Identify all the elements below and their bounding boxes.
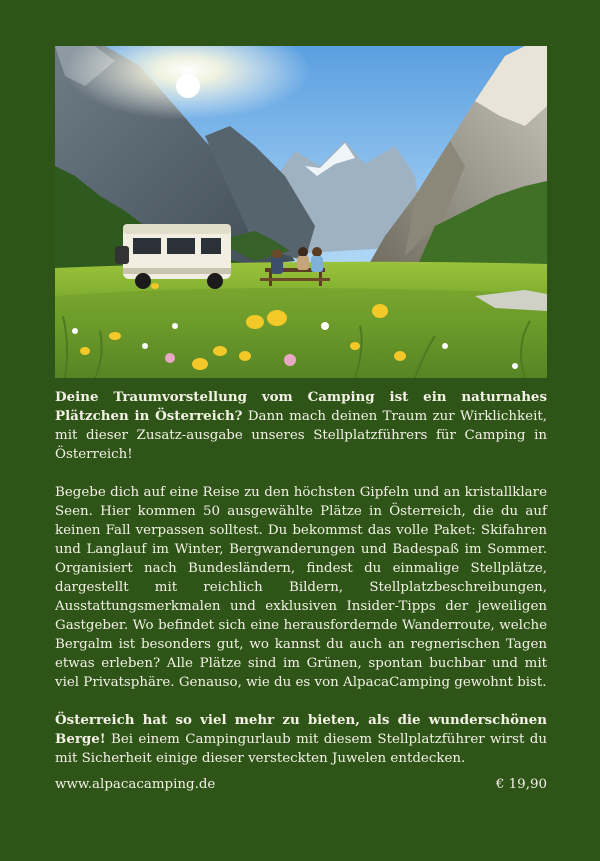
closing-paragraph <box>55 711 547 768</box>
back-cover-text <box>55 388 547 787</box>
closing-bold: Österreich hat so viel mehr zu bieten, als die wunderschönen Berge! <box>55 712 547 747</box>
intro-bold: Deine Traumvorstellung vom Camping ist ein naturnahes Plätzchen in Österreich? <box>55 389 547 424</box>
footer <box>55 775 547 794</box>
description-paragraph: Begebe dich auf eine Reise zu den höchsten Gipfeln und an kristallklare Seen. Hier kommen 50 ausgewählte Plätze in Österreich, die du auf keinen Fall verpassen solltest. Du bekommst das volle Paket: Skifahren und Langlauf im Winter, Bergwanderungen und Badespaß im Sommer. Organisiert nach Bundesländern, findest du einmalige Stellplätze, dargestellt mit reichlich Bildern, Stellplatzbeschreibungen, Ausstattungsmerkmalen und exklusiven Insider-Tipps der jeweiligen Gastgeber. Wo befindet sich eine herausfordernde Wanderroute, welche Bergalm ist besonders gut, wo kannst du auch an regnerischen Tagen etwas erleben? Alle Plätze sind im Grünen, spontan buchbar und mit viel Privatsphäre. Genauso, wie du es von AlpacaCamping gewohnt bist. <box>55 485 547 690</box>
intro-rest: Dann mach deinen Traum zur Wirklichkeit, mit dieser Zusatz-ausgabe unseres Stellplatzführers für Camping in Österreich! <box>55 409 547 462</box>
cover-photo <box>55 46 547 378</box>
website-url: www.alpacacamping.de <box>55 777 216 792</box>
price: € 19,90 <box>495 777 547 792</box>
intro-paragraph <box>55 388 547 464</box>
closing-rest: Bei einem Campingurlaub mit diesem Stellplatzführer wirst du mit Sicherheit einige dieser versteckten Juwelen entdecken. <box>55 732 547 766</box>
